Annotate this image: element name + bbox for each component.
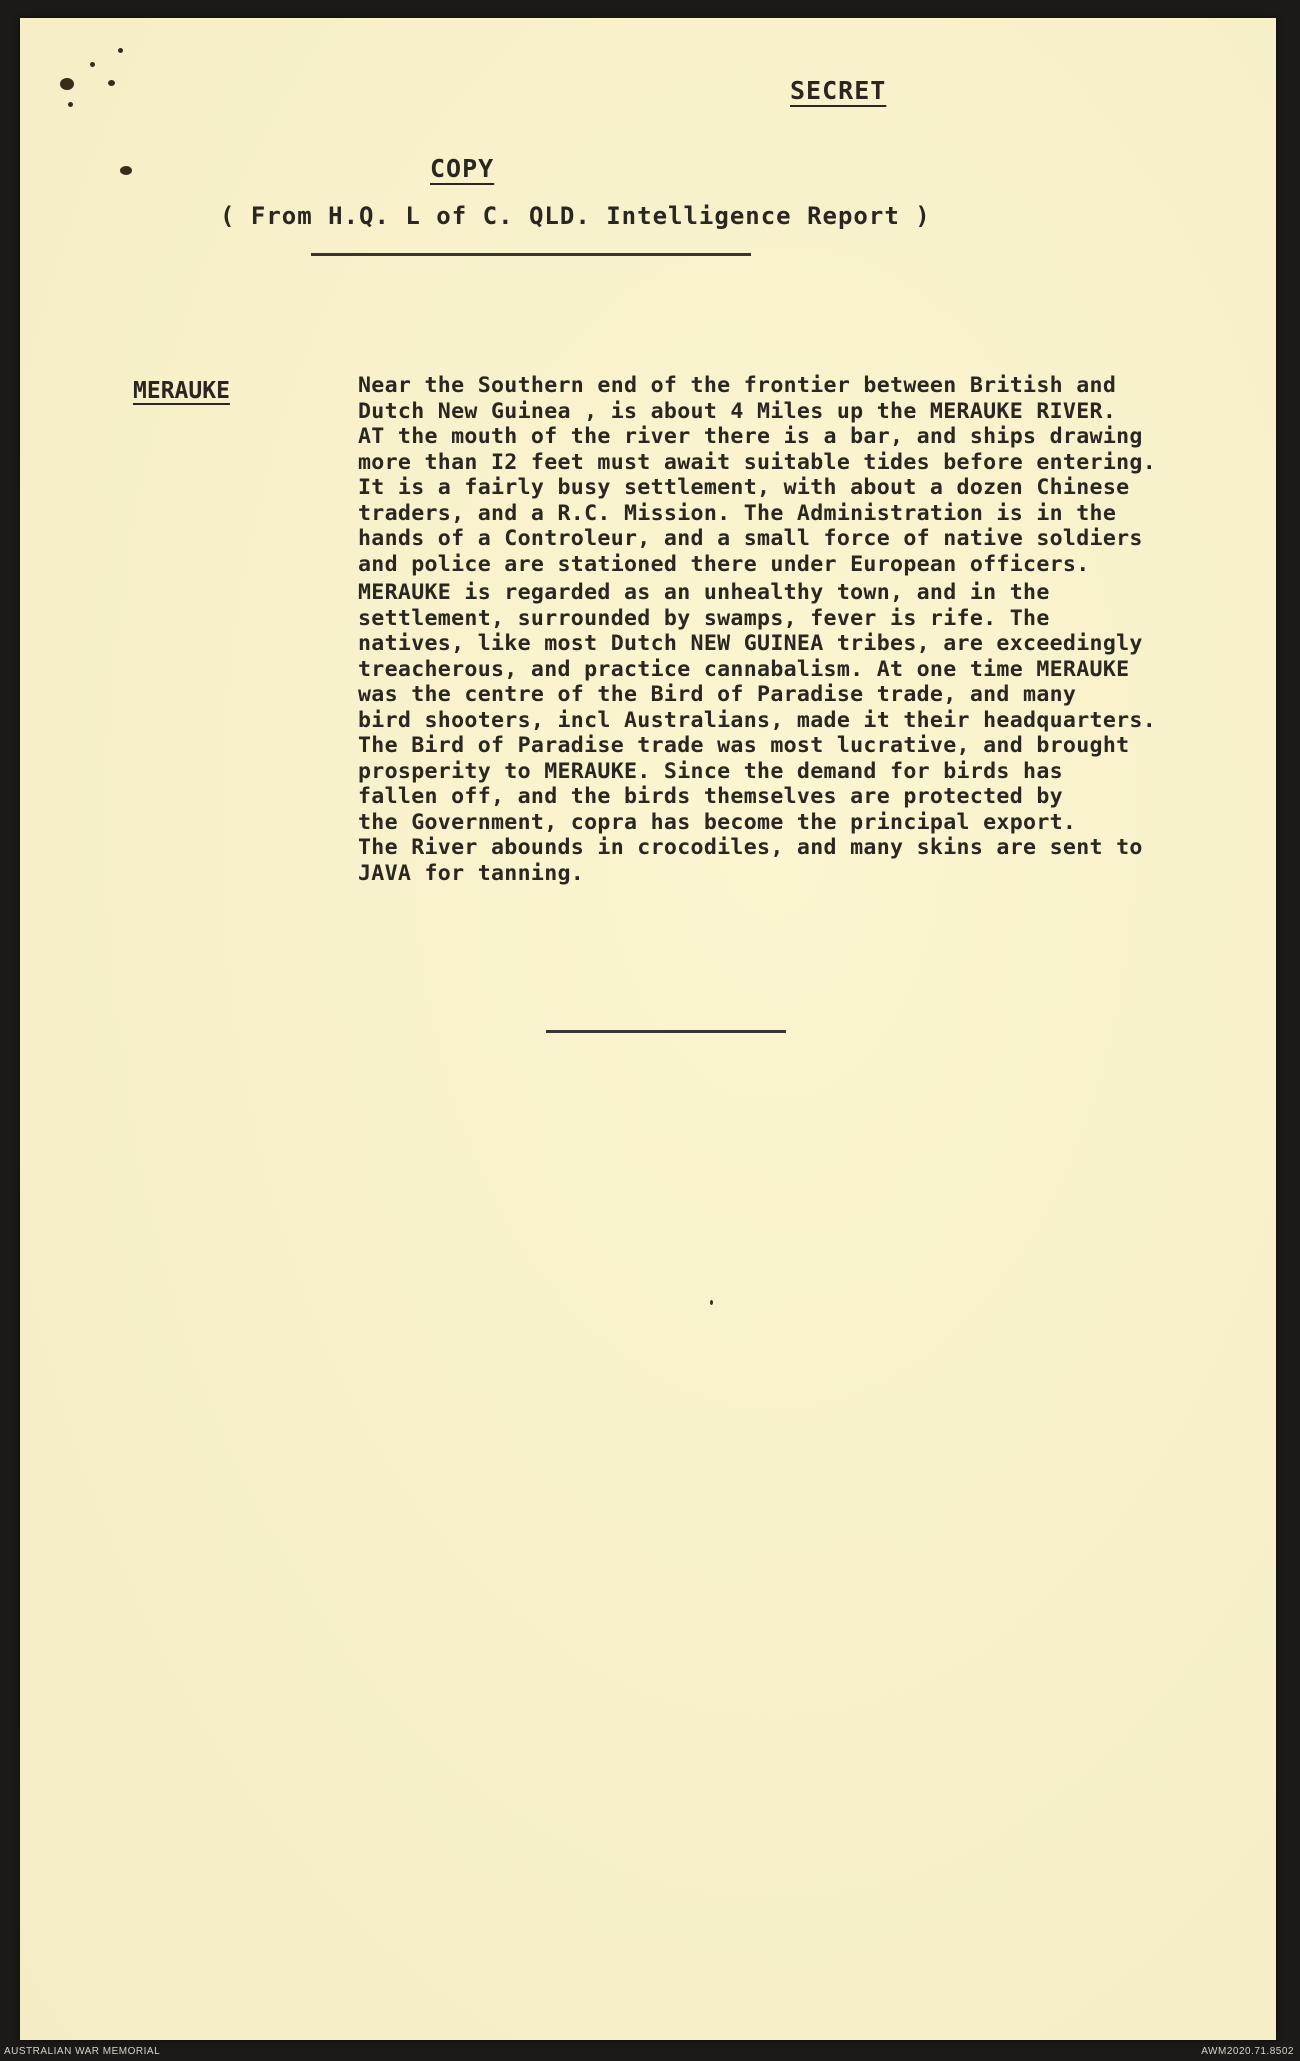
classification-marking: SECRET: [790, 76, 887, 105]
ink-spot: [68, 102, 73, 107]
text-line: Near the Southern end of the frontier between British and: [358, 373, 1117, 398]
archive-reference: AWM2020.71.8502: [1201, 2046, 1294, 2057]
text-line: more than I2 feet must await suitable tides before entering.: [358, 449, 1157, 475]
text-line: AT the mouth of the river there is a bar, and ships drawing: [358, 424, 1143, 449]
text-line: settlement, surrounded by swamps, fever is rife. The: [358, 605, 1050, 631]
text-line: fallen off, and the birds themselves are protected by: [358, 784, 1063, 809]
paragraph-1: [358, 373, 1156, 577]
text-line: and police are stationed there under European officers.: [358, 551, 1090, 577]
ink-spot: [120, 166, 132, 175]
text-line: treacherous, and practice cannabalism. At one time MERAUKE: [358, 656, 1130, 682]
text-line: traders, and a R.C. Mission. The Administration is in the: [358, 500, 1117, 526]
ink-spot: [90, 62, 95, 67]
text-line: The Bird of Paradise trade was most lucrative, and brought: [358, 733, 1130, 758]
ink-spot: [118, 48, 123, 53]
archive-credit: AUSTRALIAN WAR MEMORIAL: [4, 2046, 161, 2057]
text-line: JAVA for tanning.: [358, 860, 585, 886]
section-label: MERAUKE: [133, 378, 230, 404]
text-line: It is a fairly busy settlement, with about a dozen Chinese: [358, 475, 1130, 500]
text-line: hands of a Controleur, and a small force of native soldiers: [358, 526, 1143, 551]
text-line: The River abounds in crocodiles, and many skins are sent to: [358, 835, 1143, 860]
text-line: MERAUKE is regarded as an unhealthy town, and in the: [358, 580, 1050, 605]
text-line: bird shooters, incl Australians, made it their headquarters.: [358, 707, 1157, 733]
text-line: prosperity to MERAUKE. Since the demand for birds has: [358, 758, 1063, 784]
ink-spot: [60, 78, 74, 90]
document-page: [20, 18, 1276, 2040]
divider-rule: [311, 253, 751, 256]
text-line: Dutch New Guinea , is about 4 Miles up the MERAUKE RIVER.: [358, 398, 1117, 424]
ink-spot: [108, 80, 115, 86]
text-line: was the centre of the Bird of Paradise trade, and many: [358, 682, 1077, 707]
document-title: COPY: [430, 154, 495, 183]
end-rule: [546, 1030, 786, 1033]
paragraph-2: [358, 580, 1156, 886]
source-line: ( From H.Q. L of C. QLD. Intelligence Report ): [220, 202, 931, 230]
text-line: natives, like most Dutch NEW GUINEA tribes, are exceedingly: [358, 631, 1143, 656]
ink-spot: [710, 1300, 713, 1305]
text-line: the Government, copra has become the principal export.: [358, 809, 1077, 835]
